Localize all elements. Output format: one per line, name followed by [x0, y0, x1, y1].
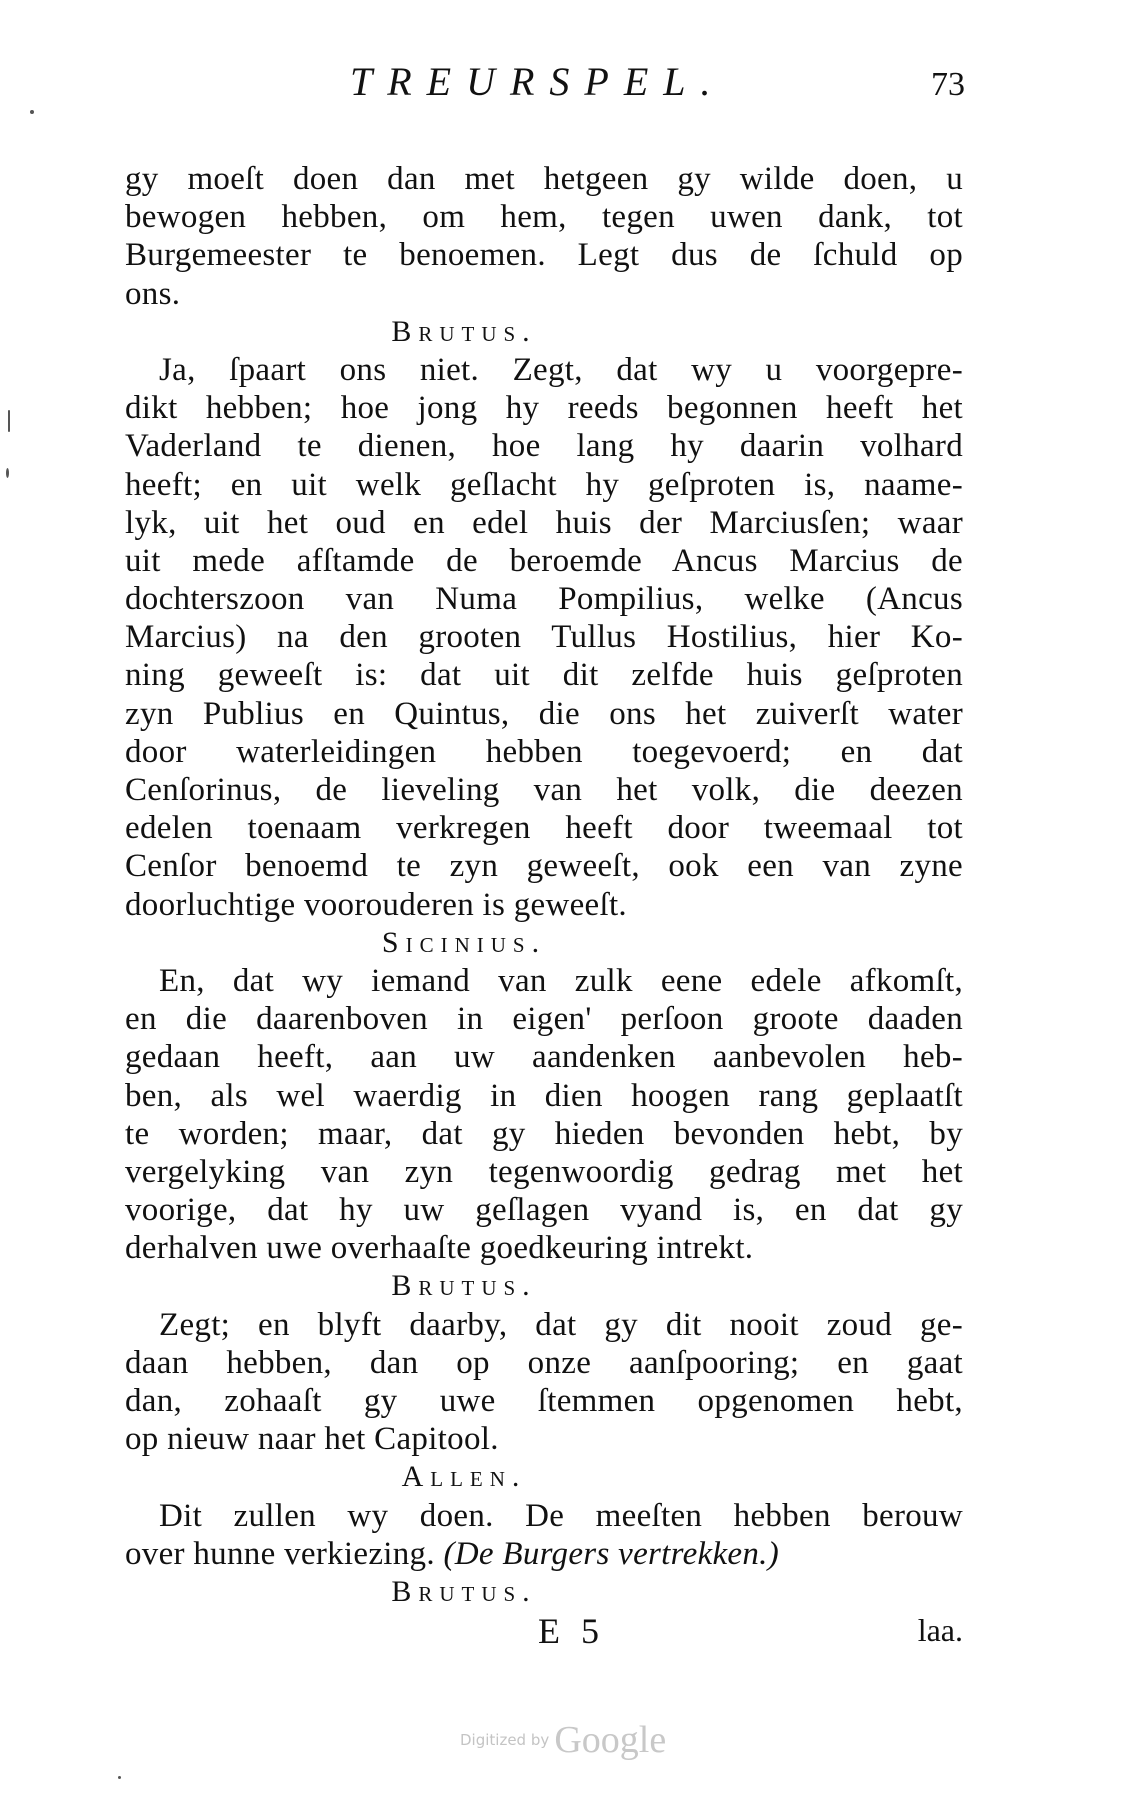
- paper-speck: [118, 1776, 121, 1779]
- catchword: laa.: [917, 1612, 963, 1648]
- paper-speck: [8, 410, 10, 432]
- text-line: [125, 1535, 963, 1573]
- text-line: en die daarenboven in eigen' perſoon groote daaden: [125, 1001, 963, 1038]
- text-line: Cenſorinus, de lieveling van het volk, die deezen: [125, 772, 963, 808]
- text-line: bewogen hebben, om hem, tegen uwen dank, tot: [125, 199, 963, 236]
- text-line: gy moeſt doen dan met hetgeen gy wilde doen, u: [125, 161, 963, 197]
- watermark-digitized-label: Digitized by: [460, 1731, 550, 1749]
- dialogue-text: over hunne verkiezing.: [125, 1535, 435, 1572]
- text-line: vergelyking van zyn tegenwoordig gedrag met het: [125, 1153, 963, 1190]
- text-line: dochterszoon van Numa Pompilius, welke (Ancus: [125, 581, 963, 618]
- text-line: Zegt; en blyft daarby, dat gy dit nooit zoud ge-: [159, 1306, 963, 1343]
- text-line: doorluchtige voorouderen is geweeſt.: [125, 886, 627, 923]
- paper-speck: [30, 110, 34, 114]
- paper-speck: [6, 468, 9, 478]
- text-line: Marcius) na den grooten Tullus Hostilius, hier Ko-: [125, 619, 963, 656]
- text-line: Burgemeester te benoemen. Legt dus de ſchuld op: [125, 237, 963, 274]
- text-line: gedaan heeft, aan uw aandenken aanbevolen heb-: [125, 1039, 963, 1076]
- page-footer: [125, 1610, 963, 1660]
- play-text: [125, 160, 963, 1611]
- text-line: op nieuw naar het Capitool.: [125, 1421, 499, 1458]
- text-line: heeft; en uit welk geſlacht hy geſproten is, naame-: [125, 466, 963, 503]
- text-line: En, dat wy iemand van zulk eene edele afkomſt,: [159, 962, 963, 999]
- speaker-name: Brutus.: [391, 314, 537, 348]
- running-head: [125, 58, 965, 118]
- speaker-name: Brutus.: [391, 1269, 537, 1303]
- text-line: ning geweeſt is: dat uit dit zelfde huis geſproten: [125, 657, 963, 694]
- running-title: TREURSPEL.: [350, 59, 726, 104]
- text-line: Vaderland te dienen, hoe lang hy daarin volhard: [125, 428, 963, 465]
- text-line: edelen toenaam verkregen heeft door tweemaal tot: [125, 810, 963, 847]
- text-line: derhalven uwe overhaaſte goedkeuring intrekt.: [125, 1230, 754, 1267]
- digitization-watermark: [460, 1718, 700, 1768]
- text-line: te worden; maar, dat gy hieden bevonden hebt, by: [125, 1115, 963, 1152]
- text-line: voorige, dat hy uw geſlagen vyand is, en dat gy: [125, 1192, 963, 1229]
- page-number: 73: [931, 66, 965, 103]
- stage-direction: (De Burgers vertrekken.): [443, 1535, 779, 1572]
- text-line: door waterleidingen hebben toegevoerd; en dat: [125, 733, 963, 770]
- text-line: ben, als wel waerdig in dien hoogen rang geplaatſt: [125, 1077, 963, 1114]
- text-line: lyk, uit het oud en edel huis der Marciusſen; waar: [125, 504, 963, 541]
- speaker-name: Allen.: [401, 1460, 527, 1494]
- signature-mark: E 5: [538, 1611, 605, 1651]
- text-line: dan, zohaaſt gy uwe ſtemmen opgenomen hebt,: [125, 1383, 963, 1419]
- speaker-name: Brutus.: [391, 1574, 537, 1608]
- text-line: Dit zullen wy doen. De meeſten hebben berouw: [159, 1497, 963, 1534]
- text-line: Ja, ſpaart ons niet. Zegt, dat wy u voorgepre-: [159, 351, 963, 388]
- text-line: zyn Publius en Quintus, die ons het zuiverſt water: [125, 695, 963, 732]
- text-line: Cenſor benoemd te zyn geweeſt, ook een van zyne: [125, 848, 963, 885]
- text-line: daan hebben, dan op onze aanſpooring; en gaat: [125, 1344, 963, 1381]
- text-line: uit mede afſtamde de beroemde Ancus Marcius de: [125, 542, 963, 579]
- text-line: ons.: [125, 275, 181, 312]
- watermark-logo: Google: [554, 1719, 667, 1761]
- speaker-name: Sicinius.: [381, 925, 547, 959]
- text-line: dikt hebben; hoe jong hy reeds begonnen heeft het: [125, 390, 963, 427]
